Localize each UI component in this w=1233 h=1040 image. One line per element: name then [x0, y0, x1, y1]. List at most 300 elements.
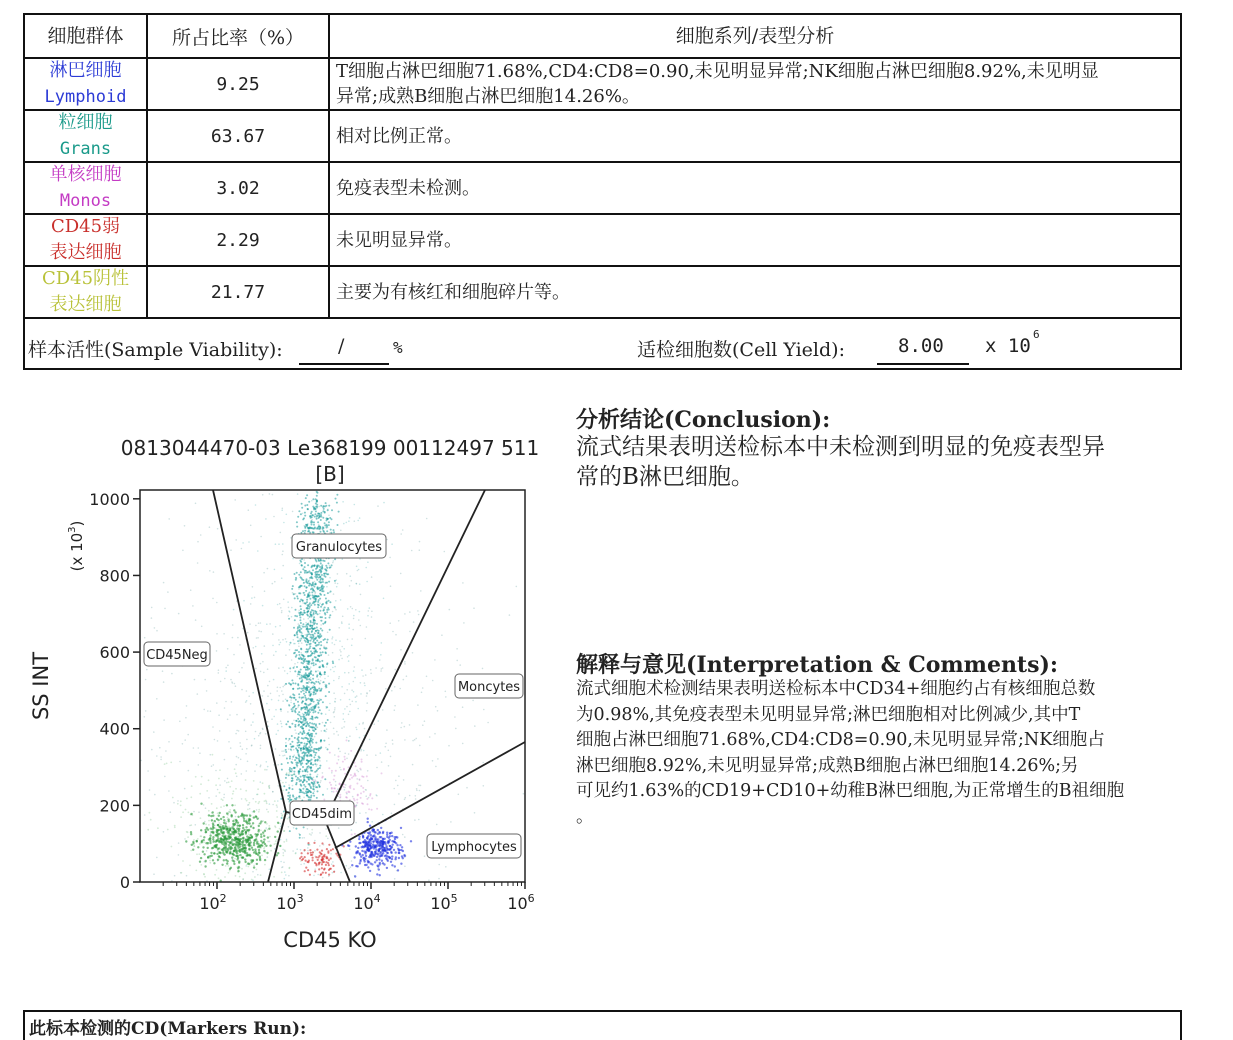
scatter-dot [180, 805, 182, 807]
scatter-dot [287, 762, 289, 764]
scatter-dot [302, 775, 304, 777]
scatter-dot [232, 843, 234, 845]
scatter-dot [353, 798, 355, 800]
scatter-dot [315, 573, 317, 575]
scatter-dot [281, 723, 283, 725]
scatter-dot [312, 531, 314, 533]
scatter-dot [311, 609, 313, 611]
scatter-dot [264, 821, 266, 823]
scatter-dot [294, 597, 296, 599]
scatter-dot [320, 680, 322, 682]
scatter-dot [262, 605, 264, 607]
scatter-dot [318, 595, 320, 597]
population-name-en: 表达细胞 [49, 242, 122, 263]
scatter-dot [276, 816, 278, 818]
scatter-dot [346, 792, 348, 794]
scatter-dot [338, 627, 340, 629]
scatter-dot [229, 714, 231, 716]
scatter-dot [365, 855, 367, 857]
scatter-dot [352, 796, 354, 798]
scatter-dot [316, 764, 318, 766]
scatter-dot [319, 598, 321, 600]
scatter-dot [329, 782, 331, 784]
scatter-dot [353, 670, 355, 672]
scatter-dot [308, 746, 310, 748]
scatter-dot [314, 868, 316, 870]
scatter-dot [333, 593, 335, 595]
scatter-dot [311, 625, 313, 627]
scatter-dot [298, 510, 300, 512]
scatter-dot [360, 797, 362, 799]
scatter-dot [291, 616, 293, 618]
scatter-dot [216, 602, 218, 604]
scatter-dot [297, 516, 299, 518]
scatter-dot [202, 851, 204, 853]
scatter-dot [203, 709, 205, 711]
scatter-dot [305, 634, 307, 636]
scatter-dot [310, 677, 312, 679]
scatter-dot [311, 735, 313, 737]
scatter-dot [316, 500, 318, 502]
scatter-dot [307, 582, 309, 584]
scatter-dot [333, 779, 335, 781]
scatter-dot [329, 592, 331, 594]
scatter-dot [271, 699, 273, 701]
scatter-dot [209, 570, 211, 572]
scatter-dot [318, 688, 320, 690]
scatter-dot [390, 861, 392, 863]
scatter-dot [317, 856, 319, 858]
scatter-dot [170, 811, 172, 813]
scatter-dot [317, 606, 319, 608]
scatter-dot [306, 494, 308, 496]
scatter-dot [316, 645, 318, 647]
scatter-dot [377, 853, 379, 855]
scatter-dot [264, 846, 266, 848]
scatter-dot [264, 864, 266, 866]
scatter-dot [306, 689, 308, 691]
scatter-dot [263, 572, 265, 574]
scatter-dot [314, 576, 316, 578]
scatter-dot [267, 811, 269, 813]
scatter-dot [307, 847, 309, 849]
scatter-dot [326, 663, 328, 665]
scatter-dot [307, 595, 309, 597]
scatter-dot [284, 878, 286, 880]
scatter-dot [304, 720, 306, 722]
scatter-dot [328, 581, 330, 583]
scatter-dot [293, 627, 295, 629]
scatter-dot [300, 513, 302, 515]
scatter-dot [245, 826, 247, 828]
scatter-dot [235, 764, 237, 766]
gate-label-moncytes [455, 674, 523, 698]
scatter-dot [319, 569, 321, 571]
scatter-dot [371, 576, 373, 578]
scatter-dot [320, 652, 322, 654]
scatter-dot [298, 623, 300, 625]
scatter-dot [314, 862, 316, 864]
scatter-dot [310, 787, 312, 789]
scatter-dot [200, 857, 202, 859]
scatter-dot [366, 836, 368, 838]
scatter-dot [358, 771, 360, 773]
scatter-dot [260, 748, 262, 750]
scatter-dot [346, 739, 348, 741]
scatter-dot [355, 822, 357, 824]
scatter-dot [382, 832, 384, 834]
scatter-dot [334, 716, 336, 718]
scatter-dot [222, 816, 224, 818]
scatter-dot [281, 726, 283, 728]
scatter-dot [333, 871, 335, 873]
scatter-dot [334, 701, 336, 703]
scatter-dot [285, 699, 287, 701]
scatter-dot [302, 530, 304, 532]
scatter-dot [208, 820, 210, 822]
scatter-dot [313, 788, 315, 790]
scatter-dot [310, 640, 312, 642]
scatter-dot [331, 564, 333, 566]
scatter-dot [229, 852, 231, 854]
scatter-dot [349, 699, 351, 701]
scatter-dot [312, 514, 314, 516]
scatter-dot [289, 756, 291, 758]
scatter-dot [404, 739, 406, 741]
scatter-dot [292, 693, 294, 695]
population-name [25, 59, 148, 109]
population-name [25, 163, 148, 213]
scatter-dot [233, 809, 235, 811]
scatter-dot [359, 737, 361, 739]
scatter-dot [348, 683, 350, 685]
scatter-dot [281, 815, 283, 817]
scatter-dot [295, 828, 297, 830]
scatter-dot [260, 847, 262, 849]
scatter-dot [251, 744, 253, 746]
scatter-dot [311, 591, 313, 593]
scatter-dot [326, 641, 328, 643]
scatter-dot [301, 564, 303, 566]
scatter-dot [389, 835, 391, 837]
scatter-dot [473, 607, 475, 609]
scatter-dot [297, 493, 299, 495]
scatter-dot [187, 734, 189, 736]
scatter-dot [300, 571, 302, 573]
scatter-dot [210, 710, 212, 712]
scatter-dot [314, 632, 316, 634]
scatter-dot [256, 859, 258, 861]
scatter-dot [317, 774, 319, 776]
scatter-dot [327, 719, 329, 721]
scatter-dot [338, 678, 340, 680]
scatter-dot [328, 767, 330, 769]
scatter-dot [193, 811, 195, 813]
scatter-dot [329, 565, 331, 567]
scatter-dot [300, 762, 302, 764]
population-analysis: 相对比例正常。 [336, 125, 462, 147]
x-tick-label: $10^5$ [430, 892, 458, 913]
scatter-dot [416, 790, 418, 792]
scatter-dot [182, 860, 184, 862]
scatter-dot [394, 709, 396, 711]
scatter-dot [315, 597, 317, 599]
scatter-dot [416, 788, 418, 790]
scatter-dot [275, 840, 277, 842]
scatter-dot [203, 836, 205, 838]
scatter-dot [325, 713, 327, 715]
scatter-dot [258, 851, 260, 853]
scatter-dot [307, 593, 309, 595]
scatter-dot [397, 848, 399, 850]
scatter-dot [272, 494, 274, 496]
conclusion-heading: 分析结论(Conclusion): [576, 407, 831, 433]
scatter-dot [309, 874, 311, 876]
scatter-dot [344, 758, 346, 760]
scatter-dot [315, 706, 317, 708]
scatter-dot [290, 685, 292, 687]
scatter-dot [459, 664, 461, 666]
scatter-dot [227, 838, 229, 840]
scatter-dot [235, 733, 237, 735]
scatter-dot [417, 610, 419, 612]
scatter-dot [178, 842, 180, 844]
scatter-dot [331, 863, 333, 865]
scatter-dot [325, 598, 327, 600]
scatter-dot [334, 666, 336, 668]
scatter-dot [343, 718, 345, 720]
scatter-dot [307, 523, 309, 525]
scatter-dot [319, 673, 321, 675]
scatter-dot [373, 855, 375, 857]
scatter-dot [218, 672, 220, 674]
scatter-dot [349, 585, 351, 587]
scatter-dot [144, 716, 146, 718]
scatter-dot [179, 761, 181, 763]
scatter-dot [307, 842, 309, 844]
viability-value: / [338, 335, 345, 357]
scatter-dot [266, 769, 268, 771]
scatter-dot [174, 825, 176, 827]
scatter-dot [288, 704, 290, 706]
scatter-dot [237, 841, 239, 843]
scatter-dot [304, 570, 306, 572]
scatter-dot [324, 638, 326, 640]
scatter-dot [308, 673, 310, 675]
scatter-dot [367, 780, 369, 782]
scatter-dot [303, 687, 305, 689]
scatter-dot [316, 770, 318, 772]
scatter-dot [301, 635, 303, 637]
scatter-dot [384, 841, 386, 843]
scatter-dot [263, 838, 265, 840]
scatter-dot [363, 859, 365, 861]
scatter-dot [246, 770, 248, 772]
scatter-dot [391, 835, 393, 837]
scatter-dot [355, 845, 357, 847]
scatter-dot [356, 769, 358, 771]
scatter-dot [366, 626, 368, 628]
scatter-dot [323, 586, 325, 588]
scatter-dot [275, 748, 277, 750]
scatter-dot [288, 607, 290, 609]
scatter-dot [262, 782, 264, 784]
scatter-dot [321, 777, 323, 779]
scatter-dot [252, 721, 254, 723]
scatter-dot [386, 836, 388, 838]
scatter-dot [238, 730, 240, 732]
scatter-dot [307, 663, 309, 665]
scatter-dot [308, 729, 310, 731]
scatter-dot [273, 516, 275, 518]
scatter-dot [390, 852, 392, 854]
scatter-dot [283, 599, 285, 601]
scatter-dot [213, 862, 215, 864]
scatter-dot [383, 598, 385, 600]
scatter-dot [369, 844, 371, 846]
scatter-dot [381, 642, 383, 644]
scatter-dot [220, 840, 222, 842]
scatter-dot [311, 627, 313, 629]
scatter-dot [285, 723, 287, 725]
scatter-dot [260, 781, 262, 783]
scatter-dot [190, 796, 192, 798]
scatter-dot [314, 711, 316, 713]
scatter-dot [289, 667, 291, 669]
scatter-dot [308, 675, 310, 677]
scatter-dot [487, 722, 489, 724]
scatter-dot [298, 770, 300, 772]
scatter-dot [312, 602, 314, 604]
scatter-dot [394, 804, 396, 806]
scatter-dot [299, 629, 301, 631]
scatter-dot [296, 634, 298, 636]
scatter-dot [307, 527, 309, 529]
comments-line: 淋巴细胞8.92%,未见明显异常;成熟B细胞占淋巴细胞14.26%;另 [576, 755, 1079, 776]
scatter-dot [290, 702, 292, 704]
scatter-dot [315, 660, 317, 662]
scatter-dot [349, 711, 351, 713]
scatter-dot [224, 707, 226, 709]
scatter-dot [332, 562, 334, 564]
scatter-dot [240, 746, 242, 748]
scatter-dot [195, 503, 197, 505]
scatter-dot [354, 799, 356, 801]
yield-label: 适检细胞数(Cell Yield): [637, 339, 845, 361]
scatter-dot [298, 671, 300, 673]
scatter-dot [328, 874, 330, 876]
scatter-dot [287, 818, 289, 820]
scatter-dot [238, 833, 240, 835]
scatter-dot [151, 617, 153, 619]
scatter-dot [340, 599, 342, 601]
scatter-dot [192, 605, 194, 607]
scatter-dot [309, 661, 311, 663]
scatter-dot [325, 731, 327, 733]
scatter-dot [323, 740, 325, 742]
scatter-dot [364, 728, 366, 730]
scatter-dot [315, 651, 317, 653]
scatter-dot [424, 720, 426, 722]
scatter-dot [326, 567, 328, 569]
scatter-dot [245, 790, 247, 792]
scatter-dot [248, 849, 250, 851]
scatter-dot [204, 865, 206, 867]
scatter-dot [299, 720, 301, 722]
scatter-dot [303, 660, 305, 662]
scatter-dot [151, 749, 153, 751]
scatter-dot [367, 770, 369, 772]
scatter-dot [281, 509, 283, 511]
scatter-dot [328, 609, 330, 611]
scatter-dot [374, 861, 376, 863]
scatter-dot [324, 868, 326, 870]
scatter-dot [168, 790, 170, 792]
scatter-dot [377, 833, 379, 835]
scatter-dot [309, 577, 311, 579]
scatter-dot [226, 812, 228, 814]
yield-unit: x 10 [985, 335, 1031, 357]
scatter-dot [399, 844, 401, 846]
scatter-dot [206, 690, 208, 692]
scatter-dot [418, 785, 420, 787]
scatter-dot [306, 648, 308, 650]
scatter-dot [246, 835, 248, 837]
scatter-dot [298, 747, 300, 749]
yield-value: 8.00 [898, 335, 944, 357]
scatter-dot [278, 785, 280, 787]
scatter-dot [325, 582, 327, 584]
scatter-dot [319, 613, 321, 615]
scatter-dot [312, 584, 314, 586]
scatter-dot [296, 782, 298, 784]
scatter-dot [364, 685, 366, 687]
scatter-dot [347, 608, 349, 610]
scatter-dot [381, 761, 383, 763]
scatter-dot [313, 619, 315, 621]
scatter-dot [386, 834, 388, 836]
scatter-dot [324, 560, 326, 562]
scatter-dot [218, 826, 220, 828]
scatter-dot [300, 608, 302, 610]
scatter-dot [344, 753, 346, 755]
scatter-dot [224, 854, 226, 856]
scatter-dot [403, 679, 405, 681]
scatter-dot [419, 541, 421, 543]
scatter-dot [248, 833, 250, 835]
scatter-dot [302, 748, 304, 750]
scatter-dot [294, 709, 296, 711]
scatter-dot [323, 646, 325, 648]
scatter-dot [279, 687, 281, 689]
scatter-dot [281, 867, 283, 869]
scatter-dot [211, 803, 213, 805]
scatter-dot [207, 847, 209, 849]
scatter-dot [309, 744, 311, 746]
scatter-dot [353, 856, 355, 858]
scatter-dot [371, 838, 373, 840]
scatter-dot [301, 507, 303, 509]
scatter-dot [328, 691, 330, 693]
scatter-dot [329, 629, 331, 631]
scatter-dot [356, 802, 358, 804]
scatter-dot [455, 728, 457, 730]
scatter-dot [398, 857, 400, 859]
scatter-dot [373, 829, 375, 831]
scatter-dot [312, 589, 314, 591]
scatter-dot [365, 638, 367, 640]
scatter-dot [328, 505, 330, 507]
